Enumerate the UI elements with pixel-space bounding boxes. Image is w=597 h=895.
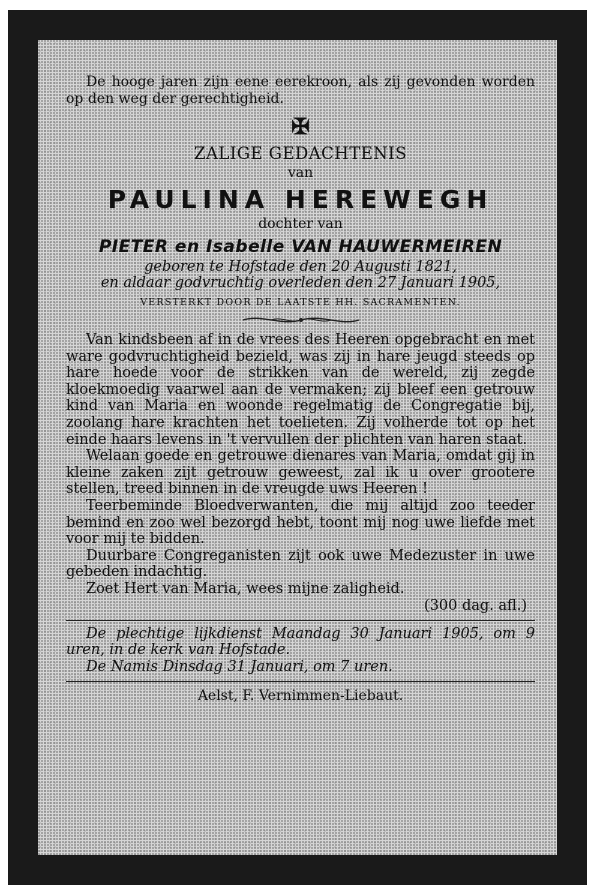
card-paper xyxy=(38,40,557,855)
printer-imprint: Aelst, F. Vernimmen-Liebaut. xyxy=(197,688,404,704)
life-paragraph: Van kindsbeen af in de vrees des Heeren opgebracht en met ware godvruchtigheid bezield, was zij in hare jeugd steeds op hare hoede voor de strikken van de wereld, zij zegde kloekmoedig vaarwel aan de vermaken; zij bleef een getrouw kind van Maria en woonde regelmatig de Congregatie bij, zoolang hare krachten het toelieten. Zij volherde tot op het einde haars levens in 't vervullen der plichten van haren staat. xyxy=(66,332,535,448)
congregation-paragraph: Duurbare Congreganisten zijt ook uwe Medezuster in uwe gebeden indachtig. xyxy=(66,547,535,581)
van-label: van xyxy=(287,165,314,181)
death-line: en aldaar godvruchtig overleden den 27 Januari 1905, xyxy=(100,275,501,291)
ornament-divider-icon xyxy=(241,313,361,327)
deceased-name: PAULINA HEREWEGH xyxy=(107,185,494,214)
mourning-card xyxy=(8,10,587,885)
divider-rule-bottom xyxy=(66,681,535,682)
relatives-paragraph: Teerbeminde Bloedverwanten, die mij altijd zoo teeder bemind en zoo wel bezorgd hebt, toont mij nog uwe liefde met voor mij te bidden. xyxy=(66,497,535,548)
daughter-of-label: dochter van xyxy=(258,216,343,232)
ejaculation-prayer: Zoet Hert van Maria, wees mijne zaligheid. xyxy=(86,580,405,597)
scripture-motto: De hooge jaren zijn eene eerekroon, als zij gevonden worden op den weg der gerechtigheid. xyxy=(66,74,535,107)
servant-paragraph: Welaan goede en getrouwe dienares van Maria, omdat gij in kleine zaken zijt getrouw geweest, zal ik u over grootere stellen, treed binnen in de vreugde uws Heeren ! xyxy=(66,448,535,498)
parents-names: PIETER en Isabelle VAN HAUWERMEIREN xyxy=(98,237,503,257)
divider-rule xyxy=(66,620,535,621)
funeral-service-line: De plechtige lijkdienst Maandag 30 Januari 1905, om 9 uren, in de kerk van Hofstade. xyxy=(66,625,535,658)
indulgence-note: (300 dag. afl.) xyxy=(424,597,527,614)
memorial-heading: ZALIGE GEDACHTENIS xyxy=(193,144,408,163)
cross-icon: ✠ xyxy=(291,114,310,140)
second-mass-line: De Namis Dinsdag 31 Januari, om 7 uren. xyxy=(86,658,393,675)
birth-line: geboren te Hofstade den 20 Augusti 1821, xyxy=(144,259,457,275)
sacraments-line: VERSTERKT DOOR DE LAATSTE HH. SACRAMENTEN. xyxy=(140,297,461,308)
